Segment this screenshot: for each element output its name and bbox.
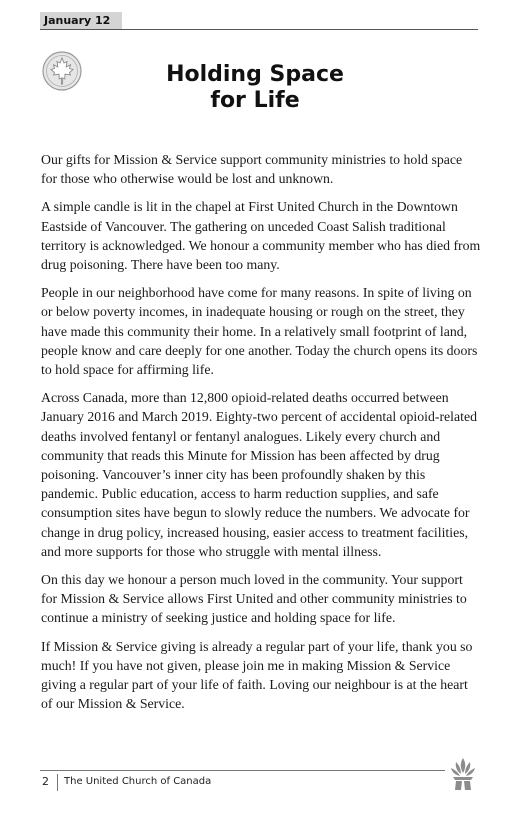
- page-number: 2: [42, 775, 49, 788]
- paragraph: People in our neighborhood have come for many reasons. In spite of living on or below poverty incomes, in inadequate housing or rough on the street, they have made this community their home. In a relatively small footprint of land, people know and care deeply for one another. Today the church opens its doors to hold space for affirming life.: [41, 285, 478, 378]
- title-line-2: for Life: [210, 88, 300, 113]
- paragraph: If Mission & Service giving is already a regular part of your life, thank you so much! If you have not given, please join me in making Mission & Service giving a regular part of your life of faith. Loving our neighbour is at the heart of our Mission & Service.: [41, 638, 473, 712]
- footer-divider: [57, 774, 58, 791]
- paragraph: Across Canada, more than 12,800 opioid-related deaths occurred between January 2016 and March 2019. Eighty-two percent of accidental opioid-related deaths involved fentanyl or fentanyl analogues. Likely every church and community that reads this Minute for Mission has been affected by drug poisoning. Vancouver’s inner city has been profoundly shaken by this pandemic. Public education, access to harm reduction supplies, and safe consumption sites have begun to slowly reduce the numbers. We advocate for change in drug policy, increased housing, easier access to treatment facilities, and more supports for those who struggle with mental illness.: [41, 390, 477, 559]
- page-title: [130, 62, 380, 114]
- date-label: January 12: [44, 14, 111, 27]
- paragraph: On this day we honour a person much loved in the community. Your support for Mission & Service allows First United and other community ministries to continue a ministry of seeking justice and holding space for life.: [41, 572, 467, 626]
- date-tab: [40, 12, 122, 30]
- paragraph: Our gifts for Mission & Service support community ministries to hold space for those who otherwise would be lost and unknown.: [41, 152, 463, 187]
- paragraph: A simple candle is lit in the chapel at First United Church in the Downtown Eastside of Vancouver. The gathering on unceded Coast Salish traditional territory is acknowledged. We honour a community member who has died from drug poisoning. There have been too many.: [41, 199, 481, 273]
- body-text: [41, 150, 481, 722]
- united-church-logo-icon: [447, 754, 479, 792]
- header-rule: [40, 29, 478, 30]
- title-line-1: Holding Space: [166, 62, 344, 87]
- organization-name: The United Church of Canada: [64, 776, 212, 787]
- footer-rule: [40, 770, 445, 771]
- maple-leaf-icon: [42, 51, 82, 91]
